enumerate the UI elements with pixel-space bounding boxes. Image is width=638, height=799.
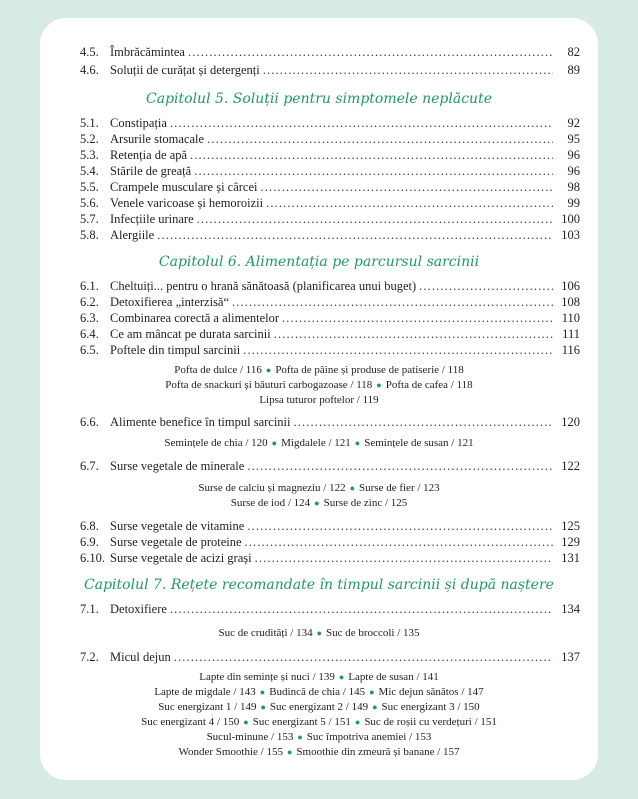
bullet-icon: ● [271,438,278,448]
toc-entry[interactable] [80,211,580,227]
toc-entry[interactable] [80,518,580,534]
entry-number: 4.5. [80,45,99,59]
subentry[interactable]: Smoothie din zmeură și banane / 157 [296,746,460,758]
subentry-line [40,363,598,377]
subentry-line [40,745,598,759]
bullet-icon: ● [260,702,266,712]
subentry[interactable]: Surse de fier / 123 [359,482,440,494]
entry-number: 6.7. [80,459,99,473]
bullet-icon: ● [265,365,272,375]
entry-page: 111 [562,327,580,341]
entry-title: Ce am mâncat pe durata sarcinii [110,327,271,341]
subentry-line [40,730,598,744]
dot-leader [170,115,553,131]
entry-title: Crampele musculare și cârcei [110,180,258,194]
bullet-icon: ● [297,732,303,742]
subentry[interactable]: Surse de iod / 124 [230,497,311,509]
entry-number: 4.6. [80,63,99,77]
entry-title: Surse vegetale de minerale [110,459,245,473]
entry-page: 108 [561,295,580,309]
subentry[interactable]: Suc de crudități / 134 [218,627,313,639]
dot-leader [194,163,553,179]
entry-page: 116 [561,343,580,357]
dot-leader [261,179,554,195]
entry-title: Retenția de apă [110,148,188,162]
entry-title: Infecțiile urinare [110,212,194,226]
subentry[interactable]: Suc de broccoli / 135 [326,627,420,639]
bullet-icon: ● [376,380,382,390]
bullet-icon: ● [354,438,361,448]
subentry[interactable]: Budincă de chia / 145 [269,686,366,698]
subentry[interactable]: Suc împotriva anemiei / 153 [306,731,432,743]
subentry[interactable]: Semințele de susan / 121 [364,437,474,449]
entry-number: 6.8. [80,519,99,533]
entry-number: 5.7. [80,212,99,226]
subentry[interactable]: Lapte de susan / 141 [348,671,439,683]
entry-page: 120 [561,415,580,429]
entry-page: 137 [561,650,580,664]
dot-leader [247,518,553,534]
entry-page: 92 [567,116,580,130]
toc-entry[interactable] [80,310,580,326]
toc-entry[interactable] [80,294,580,310]
entry-page: 96 [567,164,580,178]
toc-entry[interactable] [80,115,580,131]
entry-title: Cheltuiți... pentru o hrană sănătoasă (planificarea unui buget) [110,279,417,293]
subentry-line [40,393,598,407]
subentry[interactable]: Suc energizant 4 / 150 [141,716,240,728]
toc-entry[interactable] [80,601,580,617]
toc-entry[interactable] [80,179,580,195]
entry-title: Detoxifierea „interzisă“ [110,295,230,309]
entry-title: Surse vegetale de acizi grași [110,551,252,565]
entry-number: 6.4. [80,327,99,341]
dot-leader [207,131,553,147]
subentry[interactable]: Semințele de chia / 120 [164,437,268,449]
entry-title: Surse vegetale de vitamine [110,519,245,533]
entry-number: 5.6. [80,196,99,210]
entry-page: 106 [561,279,580,293]
toc-entry[interactable] [80,342,580,358]
entry-number: 5.4. [80,164,99,178]
entry-number: 6.6. [80,415,99,429]
entry-title: Constipația [110,116,167,130]
toc-entry[interactable] [80,534,580,550]
entry-page: 82 [567,45,580,59]
entry-title: Poftele din timpul sarcinii [110,343,241,357]
subentry[interactable]: Mic dejun sănătos / 147 [378,686,484,698]
subentry[interactable]: Pofta de pâine și produse de patiserie / 118 [275,364,464,376]
bullet-icon: ● [316,628,323,638]
entry-page: 89 [567,63,580,77]
toc-entry[interactable] [80,326,580,342]
subentry-line [40,626,598,640]
dot-leader [232,294,553,310]
dot-leader [245,534,553,550]
entry-title: Îmbrăcămintea [110,45,185,59]
subentry[interactable]: Suc energizant 2 / 149 [269,701,369,713]
entry-title: Surse vegetale de proteine [110,535,242,549]
toc-entry[interactable] [80,414,580,430]
bullet-icon: ● [354,717,361,727]
dot-leader [255,550,553,566]
subentry[interactable]: Surse de zinc / 125 [323,497,408,509]
entry-number: 6.10. [80,551,105,565]
entry-number: 5.1. [80,116,99,130]
subentry-line [40,685,598,699]
subentry-line [40,496,598,510]
dot-leader [197,211,553,227]
toc-entry[interactable] [80,458,580,474]
bullet-icon: ● [338,672,345,682]
dot-leader [274,326,553,342]
subentry[interactable]: Pofta de dulce / 116 [174,364,262,376]
subentry[interactable]: Lapte din semințe și nuci / 139 [199,671,335,683]
entry-number: 5.8. [80,228,99,242]
entry-title: Stările de greață [110,164,192,178]
bullet-icon: ● [369,687,375,697]
entry-title: Soluții de curățat și detergenți [110,63,260,77]
subentry-line [40,715,598,729]
dot-leader [282,310,553,326]
entry-page: 95 [567,132,580,146]
toc-entry[interactable] [80,44,580,60]
entry-title: Detoxifiere [110,602,167,616]
toc-entry[interactable] [80,131,580,147]
entry-page: 131 [561,551,580,565]
subentry[interactable]: Suc energizant 3 / 150 [381,701,480,713]
subentry-line [40,700,598,714]
subentry[interactable]: Surse de calciu și magneziu / 122 [198,482,346,494]
chapter-7-heading: Capitolul 7. Rețete recomandate în timpul sarcinii și după naștere [84,577,554,593]
toc-entry[interactable] [80,278,580,294]
toc-entry[interactable] [80,163,580,179]
bullet-icon: ● [372,702,378,712]
entry-page: 110 [561,311,580,325]
entry-number: 5.2. [80,132,99,146]
dot-leader [157,227,553,243]
bullet-icon: ● [286,747,293,757]
entry-number: 5.5. [80,180,99,194]
subentry[interactable]: Suc energizant 5 / 151 [252,716,351,728]
entry-page: 103 [561,228,580,242]
entry-number: 7.1. [80,602,99,616]
chapter-6-heading: Capitolul 6. Alimentația pe parcursul sarcinii [158,254,480,270]
subentry[interactable]: Pofta de snackuri și băuturi carbogazoase / 118 [165,379,373,391]
entry-number: 7.2. [80,650,99,664]
dot-leader [266,195,553,211]
entry-number: 5.3. [80,148,99,162]
dot-leader [243,342,553,358]
dot-leader [190,147,553,163]
entry-number: 6.1. [80,279,99,293]
subentry[interactable]: Suc energizant 1 / 149 [158,701,257,713]
entry-title: Alimente benefice în timpul sarcinii [110,415,291,429]
dot-leader [247,458,553,474]
entry-page: 98 [567,180,580,194]
bullet-icon: ● [259,687,266,697]
subentry-line [40,436,598,450]
toc-entry[interactable] [80,227,580,243]
subentry[interactable]: Lapte de migdale / 143 [154,686,256,698]
dot-leader [174,649,553,665]
bullet-icon: ● [243,717,249,727]
entry-title: Micul dejun [110,650,171,664]
toc-entry[interactable] [80,62,580,78]
entry-number: 6.2. [80,295,99,309]
subentry-line [40,670,598,684]
toc-entry[interactable] [80,147,580,163]
entry-number: 6.5. [80,343,99,357]
entry-title: Arsurile stomacale [110,132,205,146]
subentry[interactable]: Migdalele / 121 [281,437,351,449]
entry-page: 99 [567,196,580,210]
entry-title: Alergiile [110,228,155,242]
entry-page: 125 [561,519,580,533]
subentry-line [40,378,598,392]
toc-entry[interactable] [80,550,580,566]
entry-number: 6.3. [80,311,99,325]
bullet-icon: ● [349,483,356,493]
dot-leader [263,62,553,78]
entry-page: 100 [561,212,580,226]
subentry[interactable]: Suc de roșii cu verdețuri / 151 [364,716,497,728]
subentry[interactable]: Pofta de cafea / 118 [385,379,473,391]
dot-leader [188,44,553,60]
chapter-5-heading: Capitolul 5. Soluții pentru simptomele neplăcute [146,91,492,107]
entry-page: 134 [561,602,580,616]
dot-leader [170,601,553,617]
entry-title: Venele varicoase și hemoroizii [110,196,264,210]
toc-entry[interactable] [80,195,580,211]
entry-title: Combinarea corectă a alimentelor [110,311,280,325]
dot-leader [419,278,553,294]
subentry[interactable]: Sucul-minune / 153 [206,731,294,743]
subentry-line [40,481,598,495]
dot-leader [294,414,554,430]
entry-page: 96 [567,148,580,162]
bullet-icon: ● [314,498,320,508]
subentry[interactable]: Wonder Smoothie / 155 [178,746,283,758]
entry-number: 6.9. [80,535,99,549]
entry-page: 129 [561,535,580,549]
entry-page: 122 [561,459,580,473]
subentry[interactable]: Lipsa tuturor poftelor / 119 [259,394,379,406]
toc-entry[interactable] [80,649,580,665]
